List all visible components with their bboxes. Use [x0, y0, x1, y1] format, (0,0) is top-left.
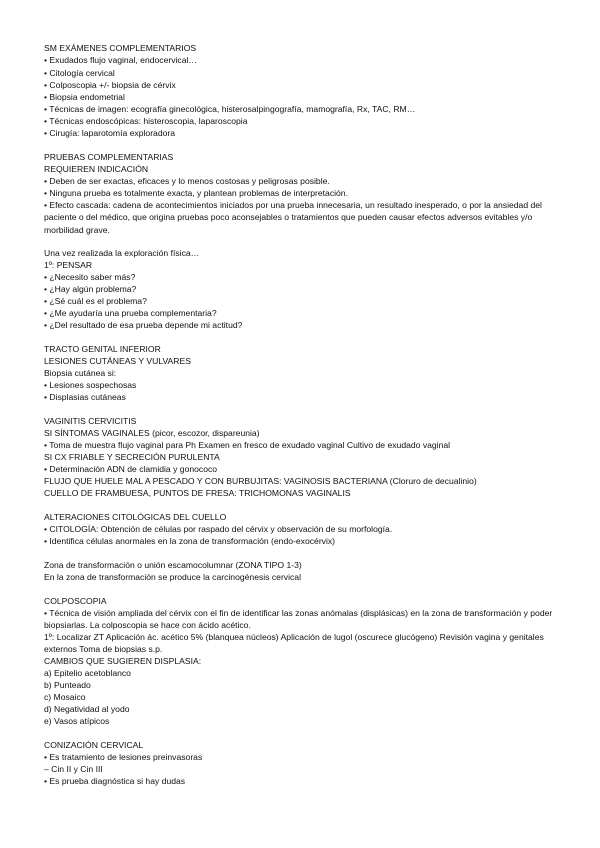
- list-item: • Deben de ser exactas, eficaces y lo menos costosas y peligrosas posible.: [44, 176, 330, 186]
- list-item: • Ninguna prueba es totalmente exacta, y plantean problemas de interpretación.: [44, 188, 348, 198]
- list-item-efecto-cascada: • Efecto cascada: cadena de acontecimientos iniciados por una prueba innecesaria, un resultado inesperado, o por la ansiedad del paciente o del médico, que origina pruebas poco aconsejables o tratamientos que pueden causar efectos adversos evitables y/o morbilidad grave.: [44, 200, 542, 235]
- list-item: • Técnicas de imagen: ecografía ginecológica, histerosalpingografía, mamografía, Rx, TAC, RM…: [44, 104, 416, 114]
- section-title-colposcopia: COLPOSCOPIA: [44, 596, 107, 606]
- list-item: • Determinación ADN de clamidia y gonococo: [44, 464, 218, 474]
- list-item: • ¿Me ayudaría una prueba complementaria?: [44, 308, 217, 318]
- text-line: En la zona de transformación se produce la carcinogénesis cervical: [44, 572, 301, 582]
- list-item: • ¿Necesito saber más?: [44, 272, 136, 282]
- step-pensar: 1º: PENSAR: [44, 260, 93, 270]
- section-subtitle-lesiones: LESIONES CUTÁNEAS Y VULVARES: [44, 356, 191, 366]
- section-subtitle-cambios: CAMBIOS QUE SUGIEREN DISPLASIA:: [44, 656, 202, 666]
- list-item: c) Mosaico: [44, 692, 86, 702]
- list-item: • Identifica células anormales en la zona de transformación (endo-exocérvix): [44, 536, 336, 546]
- list-item: e) Vasos atípicos: [44, 716, 110, 726]
- section-title-pruebas: PRUEBAS COMPLEMENTARIAS: [44, 152, 174, 162]
- list-item: a) Epitelio acetoblanco: [44, 668, 131, 678]
- paragraph-exploracion: Una vez realizada la exploración física…: [44, 248, 200, 258]
- paragraph-biopsia: Biopsia cutánea si:: [44, 368, 117, 378]
- text-line: SI CX FRIABLE Y SECRECIÓN PURULENTA: [44, 452, 220, 462]
- text-line: Zona de transformación o unión escamocolumnar (ZONA TIPO 1-3): [44, 560, 302, 570]
- list-item: • ¿Sé cuál es el problema?: [44, 296, 147, 306]
- list-item: • Toma de muestra flujo vaginal para Ph Examen en fresco de exudado vaginal Cultivo de exudado vaginal: [44, 440, 451, 450]
- paragraph-colposcopia: • Técnica de visión ampliada del cérvix con el fin de identificar las zonas anómalas (displásicas) en la zona de transformación y poder biopsiarlas. La colposcopia se hace con ácido acético.: [44, 608, 553, 631]
- list-item: b) Punteado: [44, 680, 91, 690]
- paragraph-localizar: 1º: Localizar ZT Aplicación ác. acético 5% (blanquea núcleos) Aplicación de lugol (oscurece glucógeno) Revisión vagina y genitales externos Toma de biopsias s.p.: [44, 632, 544, 655]
- section-title-examenes: SM EXÁMENES COMPLEMENTARIOS: [44, 43, 197, 53]
- list-item: • Técnicas endoscópicas: histeroscopia, laparoscopia: [44, 116, 248, 126]
- list-item: • Displasias cutáneas: [44, 392, 126, 402]
- list-item: • Exudados flujo vaginal, endocervical…: [44, 55, 198, 65]
- list-item: • Citología cervical: [44, 68, 115, 78]
- section-title-tracto-genital: TRACTO GENITAL INFERIOR: [44, 344, 161, 354]
- section-subtitle-indicacion: REQUIEREN INDICACIÓN: [44, 164, 149, 174]
- text-line: FLUJO QUE HUELE MAL A PESCADO Y CON BURBUJITAS: VAGINOSIS BACTERIANA (Cloruro de decualinio): [44, 476, 477, 486]
- section-title-conizacion: CONIZACIÓN CERVICAL: [44, 740, 144, 750]
- list-item: • Es prueba diagnóstica si hay dudas: [44, 776, 186, 786]
- list-item: • Biopsia endometrial: [44, 92, 125, 102]
- section-title-vaginitis: VAGINITIS CERVICITIS: [44, 416, 137, 426]
- text-line: CUELLO DE FRAMBUESA, PUNTOS DE FRESA: TRICHOMONAS VAGINALIS: [44, 488, 351, 498]
- section-title-alteraciones: ALTERACIONES CITOLÓGICAS DEL CUELLO: [44, 512, 227, 522]
- list-item: • ¿Hay algún problema?: [44, 284, 137, 294]
- list-item: • CITOLOGÍA: Obtención de células por raspado del cérvix y observación de su morfología.: [44, 524, 393, 534]
- list-item: – Cin II y Cin III: [44, 764, 103, 774]
- list-item: • ¿Del resultado de esa prueba depende mi actitud?: [44, 320, 243, 330]
- list-item: • Cirugía: laparotomía exploradora: [44, 128, 176, 138]
- list-item: • Es tratamiento de lesiones preinvasoras: [44, 752, 203, 762]
- list-item: • Lesiones sospechosas: [44, 380, 137, 390]
- text-line: SI SÍNTOMAS VAGINALES (picor, escozor, dispareunia): [44, 428, 260, 438]
- list-item: • Colposcopia +/- biopsia de cérvix: [44, 80, 176, 90]
- list-item: d) Negatividad al yodo: [44, 704, 130, 714]
